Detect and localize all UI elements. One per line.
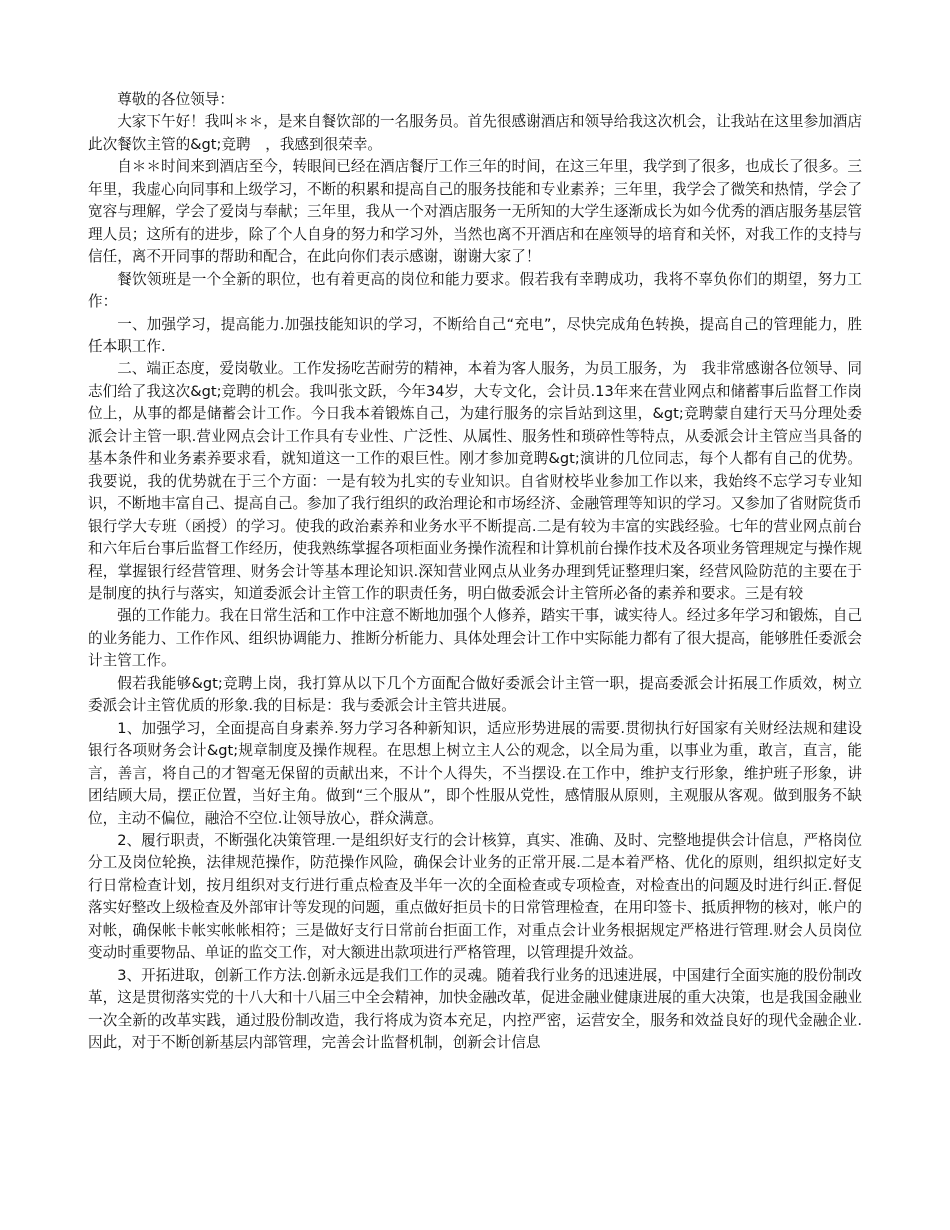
paragraph: 自＊＊时间来到酒店至今，转眼间已经在酒店餐厅工作三年的时间，在这三年里，我学到了很多，也成长了很多。三年里，我虚心向同事和上级学习，不断的积累和提高自己的服务技能和专业素养；三年里，我学会了微笑和热情，学会了宽容与理解，学会了爱岗与奉献；三年里，我从一个对酒店服务一无所知的大学生逐渐成长为如今优秀的酒店服务基层管理人员；这所有的进步，除了个人自身的努力和学习外，当然也离不开酒店和在座领导的培育和关怀，对我工作的支持与信任，离不开同事的帮助和配合，在此向你们表示感谢，谢谢大家了！ [88,158,862,266]
paragraph: 一、加强学习，提高能力.加强技能知识的学习，不断给自己“充电”，尽快完成角色转换，提高自己的管理能力，胜任本职工作. [88,315,862,355]
salutation: 尊敬的各位领导： [117,91,234,108]
document-body [88,89,862,1054]
paragraph: 假若我能够&gt;竞聘上岗，我打算从以下几个方面配合做好委派会计主管一职，提高委派会计拓展工作质效，树立委派会计主管优质的形象.我的目标是：我与委派会计主管共进展。 [88,674,862,715]
paragraph: 1、加强学习，全面提高自身素养.努力学习各种新知识，适应形势进展的需要.贯彻执行好国家有关财经法规和建设银行各项财务会计&gt;规章制度及操作规程。在思想上树立主人公的观念，以全局为重，以事业为重，敢言，直言，能言，善言，将自己的才智毫无保留的贡献出来，不计个人得失，不当摆设.在工作中，维护支行形象，维护班子形象，讲团结顾大局，摆正位置，当好主角。做到“三个服从”，即个性服从党性，感情服从原则，主观服从客观。做到服务不缺位，主动不偏位，融洽不空位.让领导放心，群众满意。 [88,719,862,827]
paragraph: 大家下午好！我叫＊＊，是来自餐饮部的一名服务员。首先很感谢酒店和领导给我这次机会，让我站在这里参加酒店此次餐饮主管的&gt;竞聘 ，我感到很荣幸。 [88,113,862,153]
paragraph: 餐饮领班是一个全新的职位，也有着更高的岗位和能力要求。假若我有幸聘成功，我将不辜负你们的期望，努力工作： [88,270,862,311]
paragraph: 3、开拓进取，创新工作方法.创新永远是我们工作的灵魂。随着我行业务的迅速进展，中国建行全面实施的股份制改革，这是贯彻落实党的十八大和十八届三中全会精神，加快金融改革，促进金融业健康进展的重大决策，也是我国金融业一次全新的改革实践，通过股份制改造，我行将成为资本充足，内控严密，运营安全，服务和效益良好的现代金融企业.因此，对于不断创新基层内部管理，完善会计监督机制，创新会计信息 [88,966,862,1052]
paragraph: 二、端正态度，爱岗敬业。工作发扬吃苦耐劳的精神，本着为客人服务，为员工服务，为 我非常感谢各位领导、同志们给了我这次&gt;竞聘的机会。我叫张文跃，今年34岁，大专文化，会计员.13年来在营业网点和储蓄事后监督工作岗位上，从事的都是储蓄会计工作。今日我本着锻炼自己，为建行服务的宗旨站到这里，&gt;竞聘蒙自建行天马分理处委派会计主管一职.营业网点会计工作具有专业性、广泛性、从属性、服务性和琐碎性等特点，从委派会计主管应当具备的基本条件和业务素养要求看，就知道这一工作的艰巨性。刚才参加竟聘&gt;演讲的几位同志，每个人都有自己的优势。我要说，我的优势就在于三个方面：一是有较为扎实的专业知识。自省财校毕业参加工作以来，我始终不忘学习专业知识，不断地丰富自己、提高自己。参加了我行组织的政治理论和市场经济、金融管理等知识的学习。又参加了省财院货币银行学大专班（函授）的学习。使我的政治素养和业务水平不断提高.二是有较为丰富的实践经验。七年的营业网点前台和六年后台事后监督工作经历，使我熟练掌握各项柜面业务操作流程和计算机前台操作技术及各项业务管理规定与操作规程，掌握银行经营管理、财务会计等基本理论知识.深知营业网点从业务办理到凭证整理归案，经营风险防范的主要在于是制度的执行与落实，知道委派会计主管工作的职责任务，明白做委派会计主管所必备的素养和要求。三是有较 [88,360,862,602]
paragraph: 强的工作能力。我在日常生活和工作中注意不断地加强个人修养，踏实干事，诚实待人。经过多年学习和锻炼，自己的业务能力、工作作风、组织协调能力、推断分析能力、具体处理会计工作中实际能力都有了很大提高，能够胜任委派会计主管工作。 [88,607,862,670]
paragraph: 2、履行职责，不断强化决策管理.一是组织好支行的会计核算，真实、准确、及时、完整地提供会计信息，严格岗位分工及岗位轮换，法律规范操作，防范操作风险，确保会计业务的正常开展.二是本着严格、优化的原则，组织拟定好支行日常检查计划，按月组织对支行进行重点检查及半年一次的全面检查或专项检查，对检查出的问题及时进行纠正.督促落实好整改上级检查及外部审计等发现的问题，重点做好拒员卡的日常管理检查，在用印签卡、抵质押物的核对，帐户的对帐，确保帐卡帐实帐帐相符；三是做好支行日常前台拒面工作，对重点会计业务根据规定严格进行管理.财会人员岗位变动时重要物品、单证的监交工作，对大额进出款项进行严格管理，以管理提升效益。 [88,831,862,962]
